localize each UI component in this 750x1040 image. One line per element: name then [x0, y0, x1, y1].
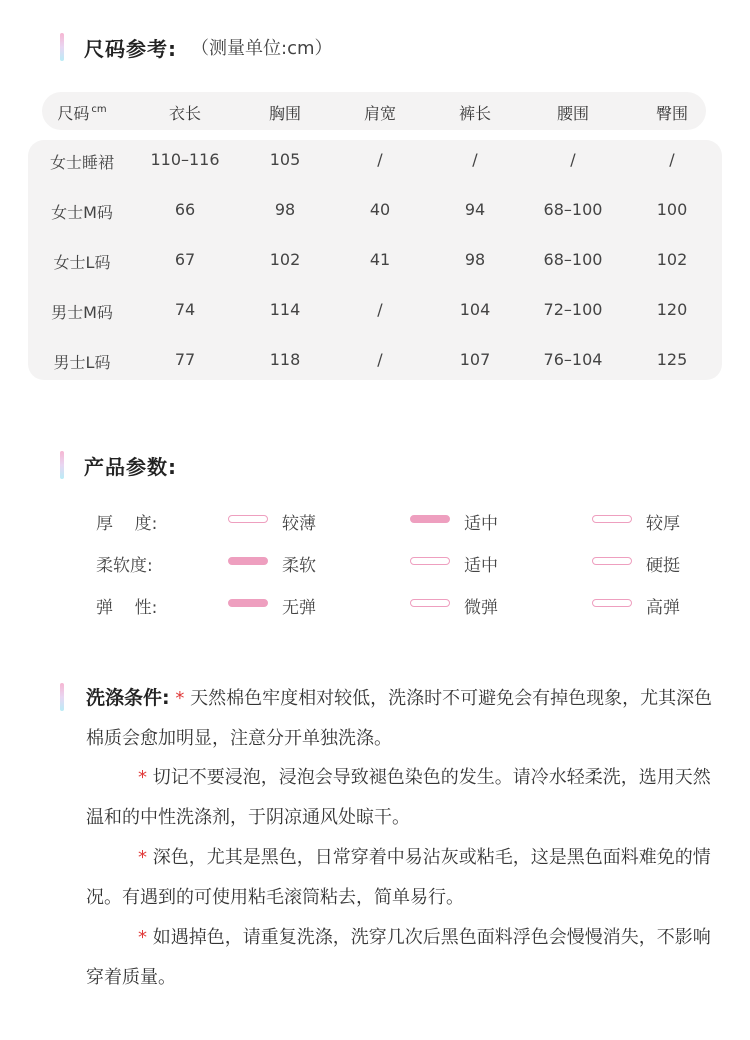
level-indicator: [592, 557, 632, 565]
param-option-label: 适中: [464, 556, 498, 576]
size-row-label: 女士L码: [53, 253, 111, 272]
param-option-label: 高弹: [646, 598, 680, 618]
params-section-title: [60, 450, 177, 480]
size-header-cell: 裤长: [458, 104, 491, 123]
size-cell: 120: [656, 300, 688, 319]
star-mark: *: [138, 767, 147, 788]
level-indicator: [410, 599, 450, 607]
size-cell: 118: [269, 350, 301, 369]
size-cell: /: [377, 300, 383, 319]
size-cell: 100: [656, 200, 688, 219]
param-option-label: 较厚: [646, 514, 680, 534]
level-indicator: [592, 515, 632, 523]
level-indicator: [592, 599, 632, 607]
size-cell: 76–104: [543, 350, 603, 369]
unit-superscript: cm: [91, 104, 107, 115]
size-cell: 74: [174, 300, 196, 319]
wash-text-2: 切记不要浸泡，浸泡会导致褪色染色的发生。请冷水轻柔洗，选用天然温和的中性洗涤剂，于阴凉通风处晾干。: [86, 767, 711, 828]
size-header-cell: 衣长: [168, 104, 201, 123]
size-header-cell: [32, 101, 132, 124]
size-cell: 107: [459, 350, 491, 369]
size-cell: 114: [269, 300, 301, 319]
size-cell: /: [472, 150, 478, 169]
level-indicator-selected: [228, 599, 268, 607]
wash-title: 洗涤条件:: [86, 687, 170, 709]
level-indicator: [410, 557, 450, 565]
size-cell: 105: [269, 150, 301, 169]
size-cell: 77: [174, 350, 196, 369]
param-option-label: 较薄: [282, 514, 316, 534]
title-accent-bar: [60, 33, 64, 61]
size-cell: /: [377, 350, 383, 369]
size-cell: 40: [369, 200, 391, 219]
title-accent-bar: [60, 683, 64, 711]
param-option-label: 硬挺: [646, 556, 680, 576]
size-header-cell: 肩宽: [363, 104, 396, 123]
param-label: 弹 性:: [96, 598, 158, 618]
star-mark: *: [138, 847, 147, 868]
level-indicator-selected: [228, 557, 268, 565]
size-cell: 94: [464, 200, 486, 219]
size-row-label: 男士M码: [51, 303, 113, 322]
size-cell: 68–100: [543, 200, 603, 219]
star-mark: *: [175, 688, 185, 709]
wash-text-1: 天然棉色牢度相对较低，洗涤时不可避免会有掉色现象，尤其深色棉质会愈加明显，注意分开单独洗涤。: [86, 688, 713, 749]
level-indicator-selected: [410, 515, 450, 523]
size-cell: 68–100: [543, 250, 603, 269]
size-cell: 98: [274, 200, 296, 219]
size-cell: 66: [174, 200, 196, 219]
level-indicator: [228, 515, 268, 523]
wash-text-4: 如遇掉色，请重复洗涤，洗穿几次后黑色面料浮色会慢慢消失，不影响穿着质量。: [86, 927, 711, 988]
param-option-label: 柔软: [282, 556, 316, 576]
wash-paragraph-4: [86, 918, 722, 998]
size-header-cell: 腰围: [556, 104, 589, 123]
size-cell: 67: [174, 250, 196, 269]
size-header-cell: 臀围: [655, 104, 688, 123]
param-label: 柔软度:: [96, 556, 153, 576]
size-row-label: 女士M码: [51, 203, 113, 222]
size-cell: 41: [369, 250, 391, 269]
wash-paragraph-1: [86, 678, 722, 759]
size-cell: 125: [656, 350, 688, 369]
size-row-label: 男士L码: [53, 353, 111, 372]
size-header-cell: 胸围: [268, 104, 301, 123]
size-section-title: [60, 32, 333, 62]
size-cell: 102: [656, 250, 688, 269]
size-cell: 110–116: [150, 150, 220, 169]
param-option-label: 适中: [464, 514, 498, 534]
star-mark: *: [138, 927, 147, 948]
param-option-label: 微弹: [464, 598, 498, 618]
size-header-label: 尺码: [57, 104, 90, 123]
wash-paragraph-3: [86, 838, 722, 918]
title-accent-bar: [60, 451, 64, 479]
wash-text-3: 深色，尤其是黑色，日常穿着中易沾灰或粘毛，这是黑色面料难免的情况。有遇到的可使用粘毛滚筒粘去，简单易行。: [86, 847, 711, 908]
size-cell: /: [377, 150, 383, 169]
size-cell: 98: [464, 250, 486, 269]
params-title: 产品参数:: [84, 454, 177, 479]
size-title: 尺码参考:: [84, 36, 177, 61]
wash-paragraph-2: [86, 758, 722, 838]
size-unit-note: （测量单位:cm）: [191, 38, 333, 59]
size-cell: /: [669, 150, 675, 169]
size-cell: /: [570, 150, 576, 169]
param-label: 厚 度:: [96, 514, 158, 534]
size-row-label: 女士睡裙: [49, 153, 114, 172]
size-cell: 104: [459, 300, 491, 319]
param-option-label: 无弹: [282, 598, 316, 618]
size-cell: 102: [269, 250, 301, 269]
size-cell: 72–100: [543, 300, 603, 319]
